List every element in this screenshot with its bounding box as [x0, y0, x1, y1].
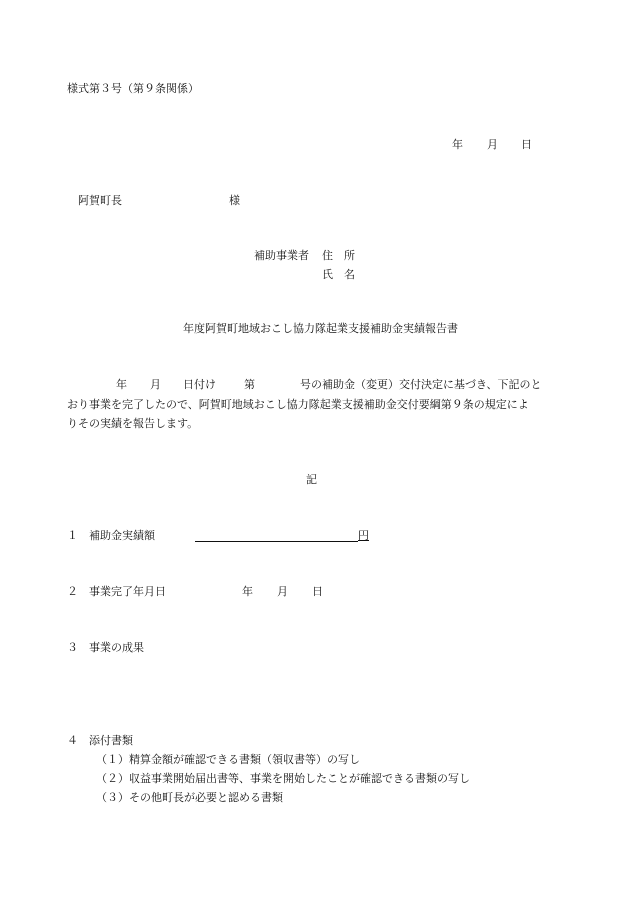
- item1-unit: 円: [358, 529, 369, 542]
- attachment-item: （３）その他町長が必要と認める書類: [96, 791, 283, 804]
- item2-year: 年: [242, 585, 253, 598]
- item1-number: １: [67, 529, 78, 542]
- body-line1-rest: 号の補助金（変更）交付決定に基づき、下記のと: [300, 378, 542, 391]
- item2-day: 日: [312, 585, 323, 598]
- item4-label: 添付書類: [89, 734, 133, 747]
- addressee-name: 阿賀町長: [78, 194, 122, 207]
- attachment-item: （１）精算金額が確認できる書類（領収書等）の写し: [96, 753, 360, 766]
- form-number-header: 様式第３号（第９条関係）: [67, 82, 199, 95]
- item2-month: 月: [277, 585, 288, 598]
- date-header-month: 月: [487, 138, 498, 151]
- body-line2: おり事業を完了したので、阿賀町地域おこし協力隊起業支援補助金交付要綱第９条の規定によ: [67, 398, 529, 411]
- item2-label: 事業完了年月日: [89, 585, 166, 598]
- applicant-name-label: 氏 名: [322, 268, 355, 281]
- item3-number: ３: [67, 641, 78, 654]
- body-line3: りその実績を報告します。: [67, 417, 199, 430]
- date-header-day: 日: [521, 138, 532, 151]
- body-number-prefix: 第: [244, 378, 255, 391]
- item3-label: 事業の成果: [89, 641, 144, 654]
- amount-underline: [195, 528, 358, 542]
- applicant-address-label: 住 所: [322, 249, 355, 262]
- body-date-suffix: 日付け: [183, 378, 216, 391]
- addressee-honorific: 様: [229, 194, 240, 207]
- item4-number: ４: [67, 734, 78, 747]
- document-title: 年度阿賀町地域おこし協力隊起業支援補助金実績報告書: [183, 322, 458, 335]
- item1-label: 補助金実績額: [89, 529, 155, 542]
- date-header-year: 年: [452, 138, 463, 151]
- body-year: 年: [116, 378, 127, 391]
- ki-heading: 記: [306, 473, 317, 486]
- applicant-role: 補助事業者: [254, 249, 309, 262]
- item2-number: ２: [67, 585, 78, 598]
- body-month: 月: [150, 378, 161, 391]
- attachment-item: （２）収益事業開始届出書等、事業を開始したことが確認できる書類の写し: [96, 772, 470, 785]
